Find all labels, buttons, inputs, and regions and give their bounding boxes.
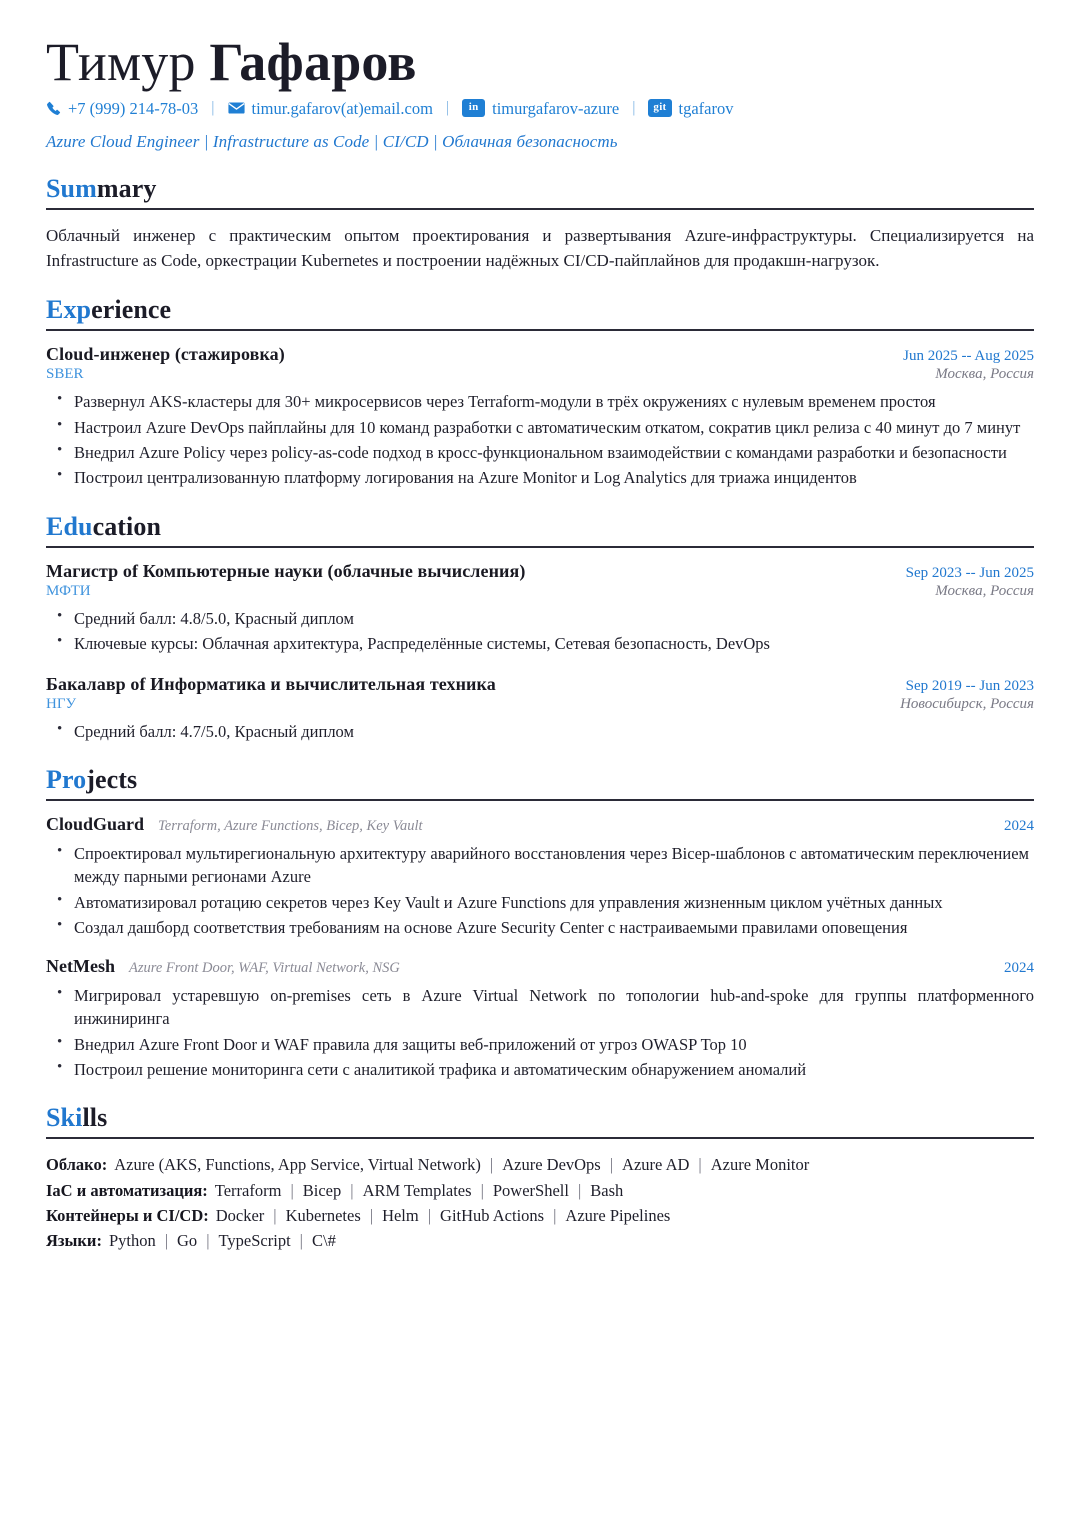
section-title-rest: lls xyxy=(82,1103,108,1133)
summary-text: Облачный инженер с практическим опытом проектирования и развертывания Azure-инфраструктуры. Специализируется на Infrastructure as Code, оркестрации Kubernetes и построении надёжных CI/CD-пайплайнов для продакшн-нагрузок. xyxy=(46,225,1034,270)
bullet-item: • Средний балл: 4.7/5.0, Красный диплом xyxy=(54,720,1034,743)
contact-separator: | xyxy=(632,99,636,117)
section-title-accent: Sum xyxy=(46,173,97,203)
degree-date: Sep 2019 -- Jun 2023 xyxy=(905,677,1034,694)
skill-separator: | xyxy=(350,1180,354,1200)
skill-separator: | xyxy=(577,1180,582,1200)
headline-tagline: Azure Cloud Engineer | Infrastructure as Code | CI/CD | Облачная безопасность xyxy=(46,131,618,151)
bullet-item: • Развернул AKS-кластеры для 30+ микросервисов через Terraform-модули в трёх окружениях с нулевым временем простоя xyxy=(54,390,1034,413)
candidate-name xyxy=(46,34,1034,91)
section-skills xyxy=(46,1103,1034,1252)
section-title-accent: Edu xyxy=(46,511,93,541)
skill-item: Bash xyxy=(590,1180,624,1200)
skill-separator: | xyxy=(553,1205,557,1225)
section-title-projects xyxy=(46,765,1034,795)
skill-item: Helm xyxy=(382,1205,419,1225)
project-left-group xyxy=(46,956,400,977)
section-title-education xyxy=(46,512,1034,542)
job-date: Jun 2025 -- Aug 2025 xyxy=(903,348,1034,365)
project-year: 2024 xyxy=(1004,818,1034,835)
project-name: CloudGuard xyxy=(46,814,145,835)
education-bullets xyxy=(46,607,1034,656)
bullet-item: • Внедрил Azure Front Door и WAF правила для защиты веб-приложений от угроз OWASP Top 10 xyxy=(54,1033,1034,1056)
contact-git[interactable] xyxy=(648,97,733,120)
degree-title: Магистр of Компьютерные науки (облачные вычисления) xyxy=(46,560,526,581)
project-entry xyxy=(46,956,1034,1082)
bullet-item: • Спроектировал мультирегиональную архитектуру аварийного восстановления через Bicep-шаблонов с автоматическим переключением между парными регионами Azure xyxy=(54,842,1034,889)
degree-date: Sep 2023 -- Jun 2025 xyxy=(905,564,1034,581)
skill-item: Python xyxy=(108,1230,156,1250)
job-location: Москва, Россия xyxy=(935,366,1034,383)
bullet-item: • Средний балл: 4.8/5.0, Красный диплом xyxy=(54,607,1034,630)
envelope-icon xyxy=(228,102,245,114)
email-text: timur.gafarov(at)email.com xyxy=(251,98,433,118)
phone-text: +7 (999) 214-78-03 xyxy=(68,98,199,118)
skill-item: Kubernetes xyxy=(285,1205,361,1225)
entry-header-row xyxy=(46,561,1034,582)
school-location: Новосибирск, Россия xyxy=(900,695,1034,712)
skill-separator: | xyxy=(698,1155,702,1175)
bullet-item: • Мигрировал устаревшую on-premises сеть в Azure Virtual Network по топологии hub-and-spoke для группы платформенного инжиниринга xyxy=(54,984,1034,1031)
contact-line xyxy=(46,97,1034,120)
first-name: Тимур xyxy=(46,32,196,92)
skill-item: Terraform xyxy=(214,1180,282,1200)
skill-item: GitHub Actions xyxy=(440,1205,545,1225)
entry-header-row xyxy=(46,344,1034,365)
education-body xyxy=(46,548,1034,743)
skill-item: Azure DevOps xyxy=(502,1155,601,1175)
linkedin-icon: in xyxy=(462,99,485,117)
section-title-accent: Pro xyxy=(46,765,87,795)
job-bullets xyxy=(46,390,1034,490)
section-title-accent: Ski xyxy=(46,1103,83,1133)
skill-separator: | xyxy=(609,1155,614,1175)
project-left-group xyxy=(46,814,423,835)
linkedin-text: timurgafarov-azure xyxy=(492,98,620,118)
skill-category: Облако: xyxy=(46,1155,108,1175)
skill-separator: | xyxy=(369,1205,374,1225)
skill-separator: | xyxy=(164,1230,169,1250)
project-bullets xyxy=(46,984,1034,1082)
skill-item: Azure Monitor xyxy=(710,1155,810,1175)
degree-title: Бакалавр of Информатика и вычислительная техника xyxy=(46,673,496,694)
skills-body xyxy=(46,1139,1034,1252)
skill-item: Bicep xyxy=(302,1180,342,1200)
project-year: 2024 xyxy=(1004,959,1034,976)
last-name: Гафаров xyxy=(209,32,417,92)
skill-row xyxy=(46,1178,1034,1203)
section-title-experience xyxy=(46,295,1034,325)
skill-category: Языки: xyxy=(46,1230,102,1250)
project-header-row xyxy=(46,956,1034,977)
bullet-item: • Ключевые курсы: Облачная архитектура, Распределённые системы, Сетевая безопасность, DevOps xyxy=(54,632,1034,655)
experience-entry xyxy=(46,344,1034,490)
job-company: SBER xyxy=(46,366,84,383)
skill-row xyxy=(46,1203,1034,1228)
section-projects xyxy=(46,765,1034,1081)
skill-item: C\# xyxy=(311,1230,336,1250)
contact-separator: | xyxy=(211,99,215,117)
bullet-item: • Настроил Azure DevOps пайплайны для 10 команд разработки с автоматическим откатом, сократив цикл релиза с 40 минут до 7 минут xyxy=(54,416,1034,439)
skill-row xyxy=(46,1228,1034,1253)
school-location: Москва, Россия xyxy=(935,582,1034,599)
skill-item: Go xyxy=(177,1230,198,1250)
project-name: NetMesh xyxy=(46,955,115,976)
project-bullets xyxy=(46,842,1034,940)
skill-separator: | xyxy=(299,1230,303,1250)
bullet-item: • Построил централизованную платформу логирования на Azure Monitor и Log Analytics для триажа инцидентов xyxy=(54,466,1034,489)
bullet-item: • Построил решение мониторинга сети с аналитикой трафика и автоматическим обнаружением аномалий xyxy=(54,1058,1034,1081)
section-experience xyxy=(46,295,1034,490)
experience-body xyxy=(46,331,1034,490)
entry-sub-row xyxy=(46,696,1034,713)
git-icon: git xyxy=(648,99,671,117)
section-title-rest: cation xyxy=(92,511,162,541)
skill-item: Azure AD xyxy=(622,1155,690,1175)
skill-item: ARM Templates xyxy=(362,1180,472,1200)
entry-sub-row xyxy=(46,583,1034,600)
skill-separator: | xyxy=(489,1155,494,1175)
contact-phone[interactable] xyxy=(46,97,198,120)
skill-item: Azure Pipelines xyxy=(565,1205,671,1225)
skills-list xyxy=(46,1152,1034,1252)
contact-separator: | xyxy=(445,99,450,117)
skill-separator: | xyxy=(206,1230,210,1250)
skill-separator: | xyxy=(273,1205,277,1225)
skill-row xyxy=(46,1152,1034,1177)
entry-header-row xyxy=(46,674,1034,695)
section-title-rest: jects xyxy=(86,765,138,795)
skill-item: Docker xyxy=(215,1205,265,1225)
bullet-item: • Внедрил Azure Policy через policy-as-code подход в кросс-функциональном взаимодействии с командами разработки и безопасности xyxy=(54,441,1034,464)
resume-header xyxy=(46,34,1034,152)
education-entry xyxy=(46,674,1034,743)
education-bullets xyxy=(46,720,1034,743)
projects-body xyxy=(46,801,1034,1081)
school-name: НГУ xyxy=(46,695,77,712)
section-summary xyxy=(46,174,1034,273)
section-title-skills xyxy=(46,1103,1034,1133)
bullet-item: • Создал дашборд соответствия требованиям на основе Azure Security Center с настраиваемыми правилами оповещения xyxy=(54,916,1034,939)
entry-sub-row xyxy=(46,366,1034,383)
skill-separator: | xyxy=(427,1205,432,1225)
skill-item: PowerShell xyxy=(492,1180,569,1200)
skill-item: Azure (AKS, Functions, App Service, Virtual Network) xyxy=(114,1155,481,1175)
skill-separator: | xyxy=(480,1180,484,1200)
section-title-accent: Exp xyxy=(46,295,92,325)
skill-item: TypeScript xyxy=(218,1230,291,1250)
project-entry xyxy=(46,814,1034,940)
section-title-rest: erience xyxy=(91,295,172,325)
bullet-item: • Автоматизировал ротацию секретов через Key Vault и Azure Functions для управления жизненным циклом учётных данных xyxy=(54,891,1034,914)
section-education xyxy=(46,512,1034,743)
project-stack: Azure Front Door, WAF, Virtual Network, NSG xyxy=(128,959,400,976)
section-title-rest: mary xyxy=(96,173,157,203)
section-title-summary xyxy=(46,174,1034,204)
contact-email[interactable] xyxy=(228,97,433,120)
education-entry xyxy=(46,561,1034,656)
contact-linkedin[interactable] xyxy=(462,97,619,120)
project-header-row xyxy=(46,814,1034,835)
project-stack: Terraform, Azure Functions, Bicep, Key Vault xyxy=(158,818,423,835)
job-title: Cloud-инженер (стажировка) xyxy=(46,344,285,365)
school-name: МФТИ xyxy=(46,582,91,599)
phone-icon xyxy=(46,101,61,116)
summary-body xyxy=(46,210,1034,273)
skill-category: IaC и автоматизация: xyxy=(46,1180,208,1200)
skill-category: Контейнеры и CI/CD: xyxy=(46,1205,209,1225)
git-text: tgafarov xyxy=(678,98,734,118)
skill-separator: | xyxy=(290,1180,294,1200)
